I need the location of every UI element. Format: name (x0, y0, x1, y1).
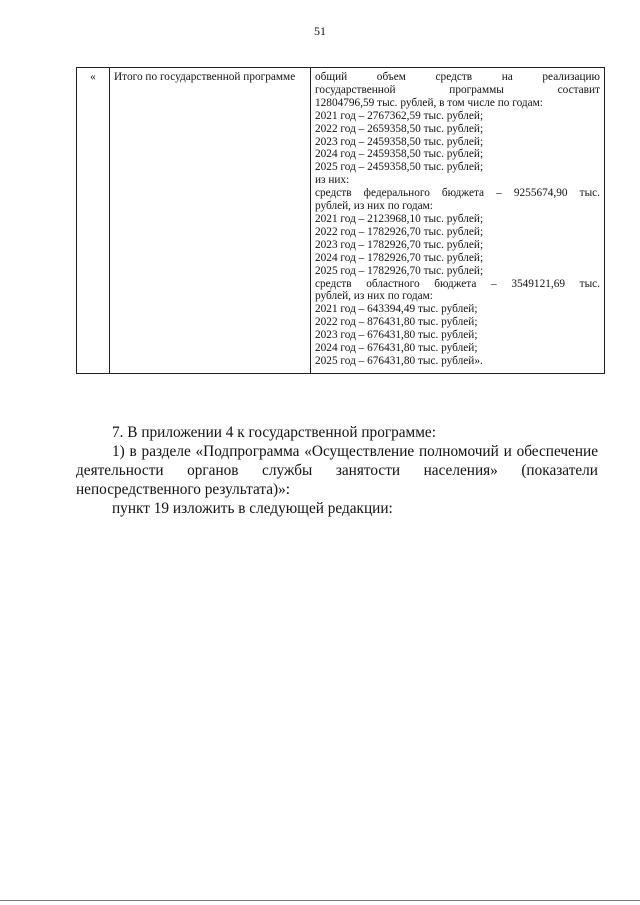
regional-year-line: 2025 год – 676431,80 тыс. рублей». (315, 354, 483, 367)
federal-year-line: 2024 год – 1782926,70 тыс. рублей; (315, 251, 484, 264)
federal-year-line: 2022 год – 1782926,70 тыс. рублей; (315, 225, 484, 238)
federal-year-line: 2021 год – 2123968,10 тыс. рублей; (315, 212, 484, 225)
federal-line: средств федерального бюджета – 9255674,90 тыс. (315, 187, 600, 200)
total-line: общий объем средств на реализацию (315, 71, 600, 83)
paragraph-subitem-1-line: 1) в разделе «Подпрограмма «Осуществление полномочий и обеспечение (112, 443, 598, 460)
total-year-line: 2024 год – 2459358,50 тыс. рублей; (315, 148, 484, 161)
federal-line: рублей, из них по годам: (315, 200, 433, 213)
paragraph-subitem-1-line: деятельности органов службы занятости населения» (показатели (76, 462, 598, 479)
program-funding-table (76, 67, 605, 374)
total-year-line: 2025 год – 2459358,50 тыс. рублей; (315, 161, 484, 174)
regional-year-line: 2022 год – 876431,80 тыс. рублей; (315, 316, 478, 329)
page-number: 51 (314, 24, 326, 38)
table-row (77, 68, 605, 374)
paragraph-item-7: 7. В приложении 4 к государственной программе: (112, 424, 436, 441)
federal-year-line: 2025 год – 1782926,70 тыс. рублей; (315, 264, 484, 277)
row-label-cell: Итого по государственной программе (110, 68, 311, 374)
regional-line: средств областного бюджета – 3549121,69 тыс. (315, 277, 600, 290)
funding-details-cell (311, 68, 605, 374)
opening-quote-cell: « (77, 68, 110, 374)
total-year-line: 2023 год – 2459358,50 тыс. рублей; (315, 135, 484, 148)
body-text (76, 423, 598, 518)
total-line: 12804796,59 тыс. рублей, в том числе по годам: (315, 96, 543, 109)
bottom-edge-line (0, 900, 640, 901)
total-year-line: 2021 год – 2767362,59 тыс. рублей; (315, 109, 484, 122)
regional-line: рублей, из них по годам: (315, 290, 433, 303)
paragraph-subitem-1-line: непосредственного результата)»: (76, 481, 291, 498)
federal-year-line: 2023 год – 1782926,70 тыс. рублей; (315, 238, 484, 251)
paragraph-point-19: пункт 19 изложить в следующей редакции: (112, 500, 393, 517)
regional-year-line: 2024 год – 676431,80 тыс. рублей; (315, 342, 478, 355)
of-them-label: из них: (315, 174, 350, 187)
regional-year-line: 2023 год – 676431,80 тыс. рублей; (315, 329, 478, 342)
total-year-line: 2022 год – 2659358,50 тыс. рублей; (315, 122, 484, 135)
total-line: государственной программы составит (315, 83, 600, 96)
regional-year-line: 2021 год – 643394,49 тыс. рублей; (315, 303, 478, 316)
